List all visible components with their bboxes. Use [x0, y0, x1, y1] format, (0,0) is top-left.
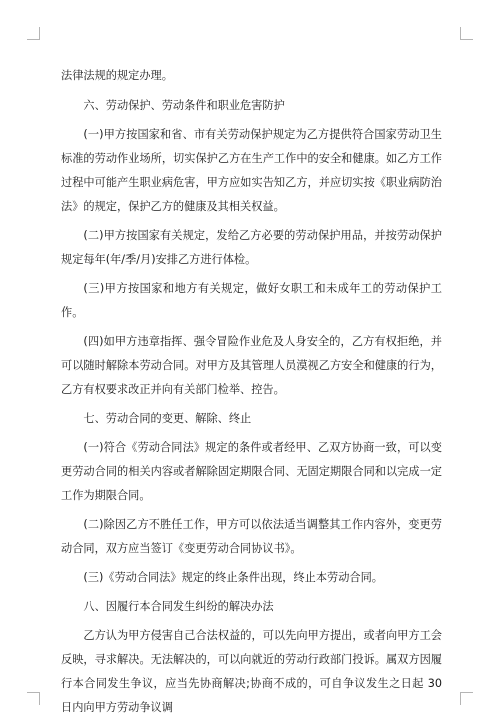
crop-mark-bottom-left [27, 692, 40, 705]
paragraph-8-1: 乙方认为甲方侵害自己合法权益的，可以先向甲方提出，或者向甲方工会反映，寻求解决。无法解决的，可以向就近的劳动行政部门投诉。属双方因履行本合同发生争议，应当先协商解决;协商不成的，可自争议发生之日起 30 日内向甲方劳动争议调 [61, 629, 442, 714]
paragraph-6-2: (二)甲方按国家有关规定，发给乙方必要的劳动保护用品，并按劳动保护规定每年(年/季/月)安排乙方进行体检。 [61, 229, 442, 266]
crop-mark-top-left [27, 27, 40, 40]
paragraph-7-1: (一)符合《劳动合同法》规定的条件或者经甲、乙双方协商一致，可以变更劳动合同的相关内容或者解除固定期限合同、无固定期限合同和以完成一定工作为期限合同。 [61, 441, 442, 502]
paragraph-6-4: (四)如甲方违章指挥、强令冒险作业危及人身安全的，乙方有权拒绝，并可以随时解除本劳动合同。对甲方及其管理人员漠视乙方安全和健康的行为，乙方有权要求改正并向有关部门检举、控告。 [61, 335, 442, 396]
section-heading-6: 六、劳动保护、劳动条件和职业危害防护 [83, 99, 285, 112]
paragraph-continuation: 法律法规的规定办理。 [61, 69, 173, 82]
paragraph-6-3: (三)甲方按国家和地方有关规定，做好女职工和未成年工的劳动保护工作。 [61, 282, 442, 319]
paragraph-6-1: (一)甲方按国家和省、市有关劳动保护规定为乙方提供符合国家劳动卫生标准的劳动作业场所，切实保护乙方在生产工作中的安全和健康。如乙方工作过程中可能产生职业病危害，甲方应如实告知乙方，并应切实按《职业病防治法》的规定，保护乙方的健康及其相关权益。 [61, 128, 442, 213]
section-heading-8: 八、因履行本合同发生纠纷的解决办法 [83, 600, 274, 613]
paragraph-7-3: (三)《劳动合同法》规定的终止条件出现，终止本劳动合同。 [83, 571, 383, 584]
document-body [61, 64, 442, 725]
section-heading-7: 七、劳动合同的变更、解除、终止 [83, 412, 252, 425]
paragraph-7-2: (二)除因乙方不胜任工作，甲方可以依法适当调整其工作内容外，变更劳动合同，双方应当签订《变更劳动合同协议书》。 [61, 518, 442, 555]
crop-mark-bottom-right [460, 692, 473, 705]
crop-mark-top-right [460, 27, 473, 40]
